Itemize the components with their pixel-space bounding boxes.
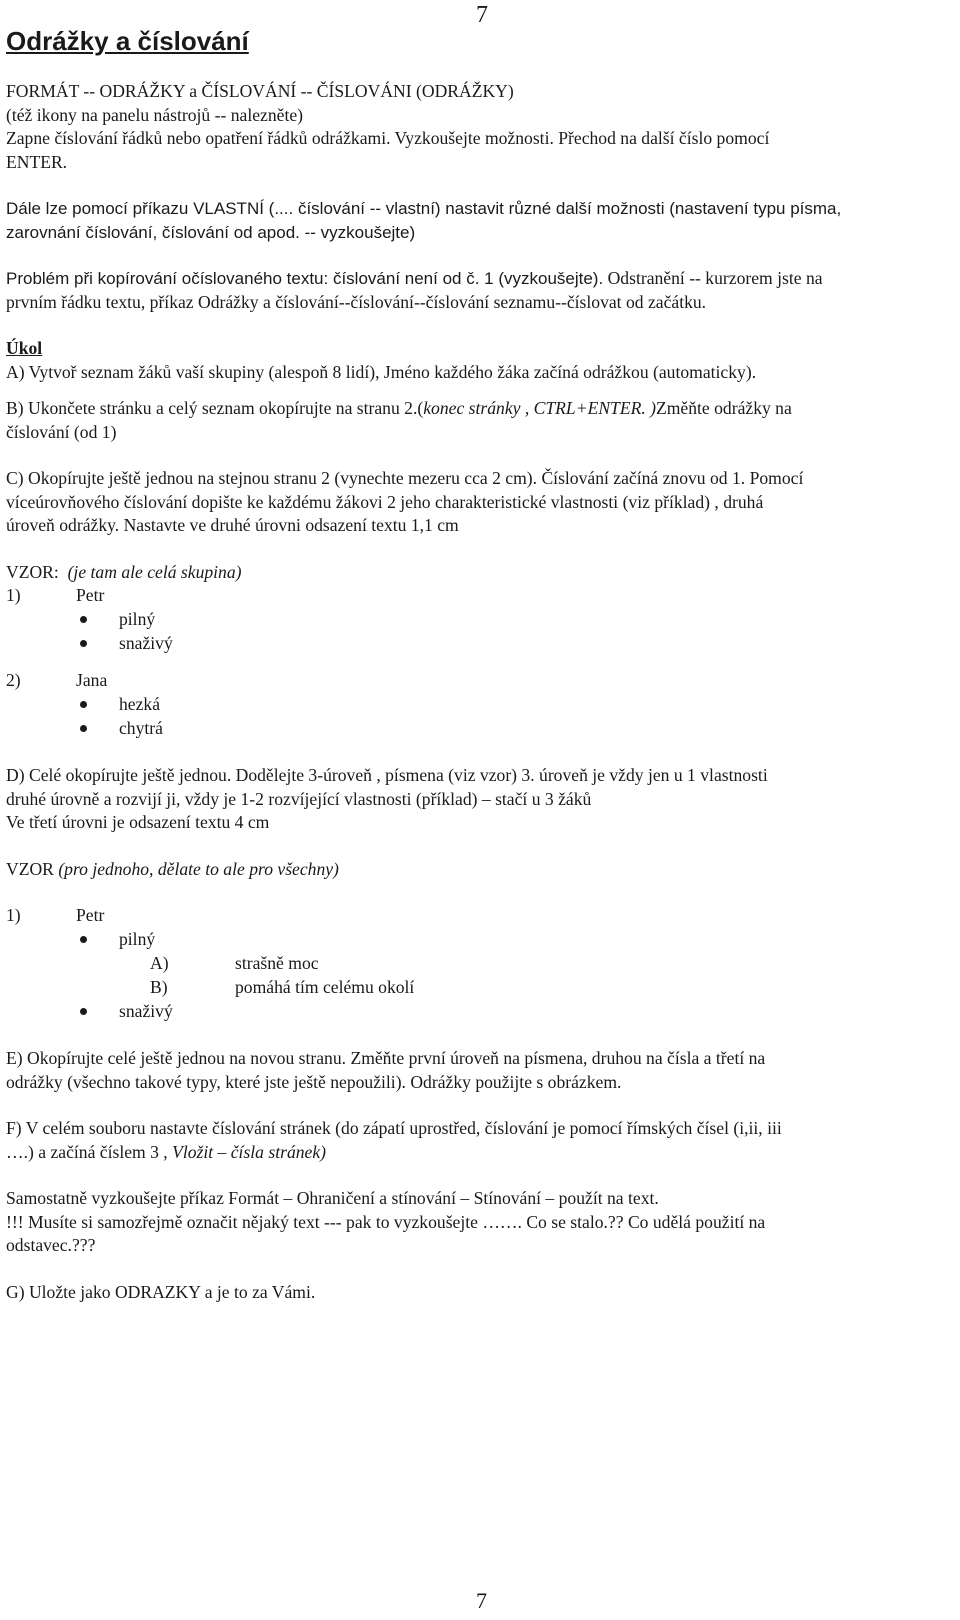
self-line-2: !!! Musíte si samozřejmě označit nějaký text --- pak to vyzkoušejte ……. Co se stalo.?? Co udělá použití na	[6, 1211, 766, 1232]
list-item	[6, 928, 956, 952]
list-letter: A)	[150, 953, 169, 973]
custom-line-1: Dále lze pomocí příkazu VLASTNÍ (.... číslování -- vlastní) nastavit různé další možnosti (nastavení typu písma,	[6, 199, 842, 218]
list-name: Jana	[76, 670, 108, 690]
problem-line-1a: Problém při kopírování očíslovaného textu: číslování není od č. 1 (vyzkoušejte).	[6, 269, 604, 288]
bullet-icon	[80, 640, 87, 647]
page-number-bottom: 7	[476, 1588, 487, 1613]
intro-line-3: Zapne číslování řádků nebo opatření řádků odrážkami. Vyzkoušejte možnosti. Přechod na další číslo pomocí	[6, 128, 770, 148]
problem-line-1b: Odstranění -- kurzorem jste na	[603, 268, 823, 288]
task-heading: Úkol	[6, 338, 43, 358]
list-item	[6, 584, 956, 608]
vzor2-header	[6, 858, 956, 882]
list-name: Petr	[76, 585, 105, 605]
task-b-line-2: číslování (od 1)	[6, 421, 117, 442]
list-item	[6, 669, 956, 693]
vzor2-label: VZOR	[6, 858, 54, 879]
list-letter: B)	[150, 977, 168, 997]
document-body	[6, 80, 956, 1304]
list-trait: chytrá	[119, 718, 163, 738]
task-e-line-2: odrážky (všechno takové typy, které jste ještě nepoužili). Odrážky použijte s obrázkem.	[6, 1071, 622, 1092]
vzor2-note: (pro jednoho, dělate to ale pro všechny)	[58, 858, 339, 879]
list-number: 1)	[6, 905, 21, 925]
list-item	[6, 904, 956, 928]
task-b-line-1a: B) Ukončete stránku a celý seznam okopírujte na stranu 2.(	[6, 398, 424, 418]
task-b-line-1	[6, 397, 956, 421]
page-number-top: 7	[476, 2, 488, 28]
list-trait: pilný	[119, 609, 156, 629]
list-subtrait: strašně moc	[235, 953, 319, 973]
page-title: Odrážky a číslování	[6, 26, 249, 56]
self-line-3: odstavec.???	[6, 1235, 96, 1255]
bullet-icon	[80, 616, 87, 623]
intro-line-4: ENTER.	[6, 151, 68, 172]
list-subtrait: pomáhá tím celému okolí	[235, 977, 415, 997]
list-number: 2)	[6, 670, 21, 690]
list-item	[6, 1000, 956, 1024]
list-trait: snaživý	[119, 633, 173, 653]
bullet-icon	[80, 1008, 87, 1015]
problem-line-2: prvním řádku textu, příkaz Odrážky a číslování--číslování--číslování seznamu--číslovat od začátku.	[6, 291, 707, 312]
vzor1-label: VZOR:	[6, 561, 59, 582]
list-name: Petr	[76, 905, 105, 925]
self-line-1: Samostatně vyzkoušejte příkaz Formát – Ohraničení a stínování – Stínování – použít na text.	[6, 1188, 659, 1208]
task-b-line-1c: Změňte odrážky na	[655, 398, 792, 418]
task-f-line-2b: Vložit – čísla stránek)	[172, 1141, 327, 1162]
intro-line-2: (též ikony na panelu nástrojů -- nalezněte)	[6, 104, 304, 125]
task-d-line-2: druhé úrovně a rozvijí ji, vždy je 1-2 rozvíjející vlastnosti (příklad) – stačí u 3 žáků	[6, 788, 592, 809]
task-c-line-2: víceúrovňového číslování dopište ke každému žákovi 2 jeho charakteristické vlastnosti (viz příklad) , druhá	[6, 491, 764, 512]
list-trait: pilný	[119, 929, 156, 949]
task-d-line-1: D) Celé okopírujte ještě jednou. Dodělejte 3-úroveň , písmena (viz vzor) 3. úroveň je vždy jen u 1 vlastnosti	[6, 765, 768, 785]
custom-line-2: zarovnání číslování, číslování od apod. -- vyzkoušejte)	[6, 222, 416, 242]
task-f-line-2a: ….) a začíná číslem 3 ,	[6, 1141, 173, 1162]
bullet-icon	[80, 701, 87, 708]
vzor1-header	[6, 561, 956, 585]
task-c-line-3: úroveň odrážky. Nastavte ve druhé úrovni odsazení textu 1,1 cm	[6, 515, 459, 535]
task-g: G) Uložte jako ODRAZKY a je to za Vámi.	[6, 1281, 316, 1302]
task-e-line-1: E) Okopírujte celé ještě jednou na novou stranu. Změňte první úroveň na písmena, druhou na čísla a třetí na	[6, 1048, 766, 1068]
list-item	[6, 608, 956, 632]
list-trait: snaživý	[119, 1001, 173, 1021]
task-a: A) Vytvoř seznam žáků vaší skupiny (alespoň 8 lidí), Jméno každého žáka začíná odrážkou (automaticky).	[6, 361, 757, 382]
vzor1-note: (je tam ale celá skupina)	[67, 561, 242, 582]
list-item	[6, 976, 956, 1000]
task-c-line-1: C) Okopírujte ještě jednou na stejnou stranu 2 (vynechte mezeru cca 2 cm). Číslování začíná znovu od 1. Pomocí	[6, 468, 804, 488]
list-item	[6, 693, 956, 717]
task-f-line-2	[6, 1141, 956, 1165]
task-d-line-3: Ve třetí úrovni je odsazení textu 4 cm	[6, 812, 270, 832]
list-number: 1)	[6, 585, 21, 605]
list-item	[6, 717, 956, 741]
bullet-icon	[80, 725, 87, 732]
problem-line-1	[6, 267, 956, 291]
list-trait: hezká	[119, 694, 161, 714]
task-b-line-1b: konec stránky , CTRL+ENTER. )	[423, 398, 656, 418]
bullet-icon	[80, 936, 87, 943]
list-item	[6, 632, 956, 656]
task-f-line-1: F) V celém souboru nastavte číslování stránek (do zápatí uprostřed, číslování je pomocí římských čísel (i,ii, iii	[6, 1118, 782, 1138]
list-item	[6, 952, 956, 976]
intro-line-1: FORMÁT -- ODRÁŽKY a ČÍSLOVÁNÍ -- ČÍSLOVÁNI (ODRÁŽKY)	[6, 81, 514, 101]
